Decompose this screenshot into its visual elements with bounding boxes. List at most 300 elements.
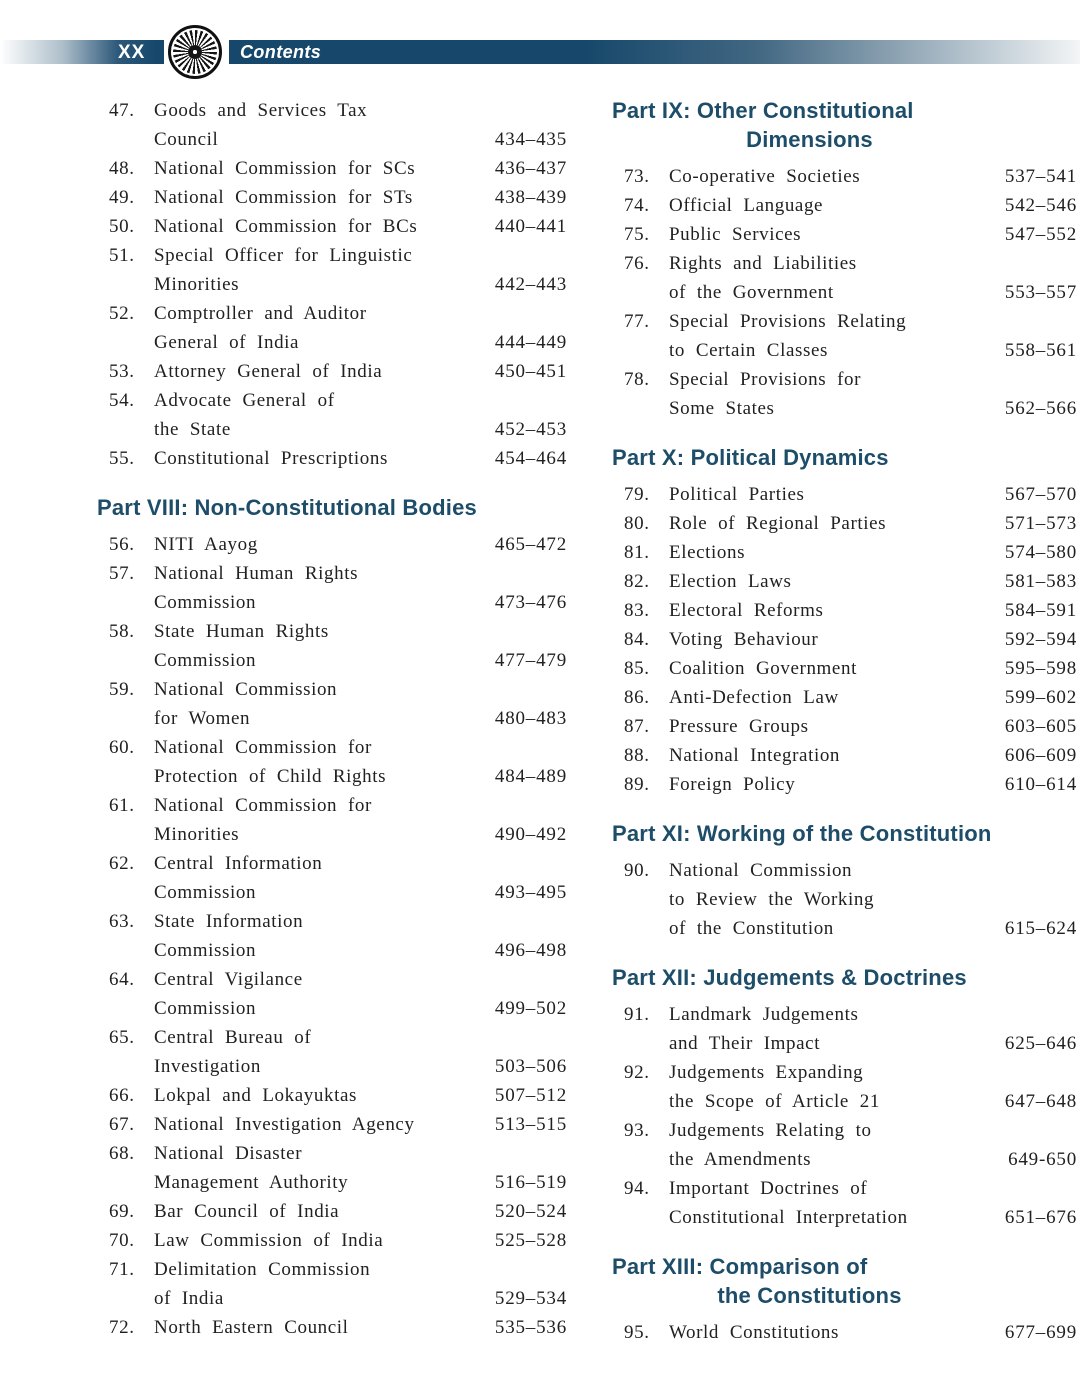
toc-entry-row	[97, 675, 567, 704]
toc-entry-pages	[987, 307, 1077, 336]
toc-entry-number	[97, 994, 154, 1023]
toc-entry-number	[97, 328, 154, 357]
toc-entry-pages	[477, 849, 567, 878]
toc-entry-title-line: Investigation	[154, 1056, 262, 1077]
toc-entry-row	[612, 885, 1077, 914]
toc-entry-pages: 503–506	[494, 1056, 567, 1077]
toc-entry-pages: 558–561	[1004, 340, 1077, 361]
toc-entry-title-line: of the Government	[669, 282, 834, 303]
toc-entry-row	[97, 907, 567, 936]
toc-entry-number	[612, 885, 669, 914]
toc-entry-title-line: Central Information	[154, 853, 323, 874]
toc-entry	[97, 965, 567, 1023]
part-heading	[612, 963, 1077, 992]
toc-entry-title-line: Anti-Defection Law	[669, 687, 839, 708]
toc-entry-number	[612, 1029, 669, 1058]
toc-entry-row	[97, 241, 567, 270]
toc-entry-title-line: Advocate General of	[154, 390, 335, 411]
toc-entry-title-line: National Commission for SCs	[154, 158, 416, 179]
toc-entry-number: 55.	[109, 448, 135, 469]
part-heading-line: Dimensions	[746, 127, 873, 152]
toc-entry-number: 84.	[624, 629, 650, 650]
toc-entry-title-line: Goods and Services Tax	[154, 100, 368, 121]
toc-entry-pages	[477, 791, 567, 820]
toc-entry-row	[97, 1284, 567, 1313]
toc-entry-pages	[987, 1000, 1077, 1029]
toc-entry-row	[97, 96, 567, 125]
toc-entry-number: 65.	[109, 1027, 135, 1048]
toc-entry-pages: 473–476	[494, 592, 567, 613]
toc-entry-number: 62.	[109, 853, 135, 874]
toc-entry-row	[612, 365, 1077, 394]
toc-entry-title-line: Coalition Government	[669, 658, 857, 679]
part-heading-line: Part XI: Working of the Constitution	[612, 821, 992, 846]
toc-entry-title-line: Judgements Expanding	[669, 1062, 864, 1083]
toc-entry-pages: 484–489	[494, 766, 567, 787]
toc-entry-row	[612, 278, 1077, 307]
toc-entry-number	[97, 820, 154, 849]
toc-entry	[97, 1139, 567, 1197]
toc-entry-title-line: Voting Behaviour	[669, 629, 819, 650]
toc-entry-title-line: and Their Impact	[669, 1033, 821, 1054]
toc-entry-number: 75.	[624, 224, 650, 245]
toc-entry-pages: 615–624	[1004, 918, 1077, 939]
toc-entry-title-line: Political Parties	[669, 484, 805, 505]
toc-entry-number: 58.	[109, 621, 135, 642]
toc-entry	[612, 220, 1077, 249]
toc-entry-pages: 606–609	[1004, 745, 1077, 766]
toc-entry-title-line: Minorities	[154, 274, 240, 295]
toc-entry-number	[612, 278, 669, 307]
toc-entry-number: 72.	[109, 1317, 135, 1338]
toc-entry-pages	[477, 965, 567, 994]
toc-entry	[612, 654, 1077, 683]
toc-column-left	[97, 96, 567, 1347]
toc-entry-title-line: Elections	[669, 542, 746, 563]
toc-entry-row	[97, 588, 567, 617]
toc-entry-row	[97, 646, 567, 675]
toc-entry-title-line: Rights and Liabilities	[669, 253, 857, 274]
toc-entry-number: 47.	[109, 100, 135, 121]
toc-entry	[612, 538, 1077, 567]
toc-entry-pages	[477, 733, 567, 762]
toc-entry-number: 82.	[624, 571, 650, 592]
toc-entry-row	[97, 270, 567, 299]
toc-entry-row	[97, 1023, 567, 1052]
toc-entry-row	[612, 1087, 1077, 1116]
toc-entry-row	[97, 328, 567, 357]
toc-column-right	[612, 96, 1077, 1347]
toc-entry-pages	[987, 365, 1077, 394]
toc-entry	[612, 770, 1077, 799]
toc-entry-row	[612, 1116, 1077, 1145]
toc-entry-pages: 651–676	[1004, 1207, 1077, 1228]
toc-entry-title-line: the Amendments	[669, 1149, 812, 1170]
toc-entry	[97, 386, 567, 444]
toc-entry-number: 76.	[624, 253, 650, 274]
toc-entry-number: 48.	[109, 158, 135, 179]
toc-entry-number: 80.	[624, 513, 650, 534]
toc-entry	[97, 183, 567, 212]
toc-entry-number: 92.	[624, 1062, 650, 1083]
toc-entry-row	[612, 914, 1077, 943]
toc-entry-number	[97, 1284, 154, 1313]
toc-entry-pages: 595–598	[1004, 658, 1077, 679]
toc-entry-title-line: Election Laws	[669, 571, 792, 592]
toc-entry-title-line: Commission	[154, 998, 257, 1019]
toc-entry-pages: 520–524	[494, 1201, 567, 1222]
toc-entry-number: 85.	[624, 658, 650, 679]
toc-entry-pages	[477, 1255, 567, 1284]
part-heading	[97, 493, 567, 522]
toc-entry-number	[612, 1203, 669, 1232]
toc-entry-number	[97, 588, 154, 617]
toc-entry-row	[612, 509, 1077, 538]
toc-entry-pages	[477, 675, 567, 704]
part-heading-line: the Constitutions	[717, 1283, 902, 1308]
toc-entry	[97, 1110, 567, 1139]
toc-entry	[97, 154, 567, 183]
toc-entry	[97, 299, 567, 357]
toc-entry-pages	[477, 559, 567, 588]
toc-entry-row	[97, 1226, 567, 1255]
toc-entry-title-line: Commission	[154, 940, 257, 961]
toc-entry-row	[612, 249, 1077, 278]
toc-entry-pages: 599–602	[1004, 687, 1077, 708]
part-heading-line: Part XIII: Comparison of	[612, 1254, 868, 1279]
toc-entry-row	[612, 480, 1077, 509]
toc-entry-title-line: to Certain Classes	[669, 340, 829, 361]
part-heading-line: Part VIII: Non-Constitutional Bodies	[97, 495, 477, 520]
toc-entry-number: 53.	[109, 361, 135, 382]
toc-entry-number: 50.	[109, 216, 135, 237]
toc-entry-title-line: National Commission	[154, 679, 338, 700]
toc-entry-number: 78.	[624, 369, 650, 390]
toc-entry-row	[612, 1058, 1077, 1087]
toc-entry-title-line: the State	[154, 419, 231, 440]
header-title: Contents	[240, 42, 322, 62]
toc-entry-number: 79.	[624, 484, 650, 505]
toc-entry-number: 68.	[109, 1143, 135, 1164]
toc-entry-title-line: Some States	[669, 398, 775, 419]
toc-entry-pages	[477, 617, 567, 646]
toc-entry-title-line: North Eastern Council	[154, 1317, 349, 1338]
toc-entry-number	[97, 415, 154, 444]
toc-entry-number: 87.	[624, 716, 650, 737]
toc-entry-row	[612, 625, 1077, 654]
toc-entry-row	[97, 125, 567, 154]
toc-entry-row	[612, 1145, 1077, 1174]
part-heading	[612, 1252, 1077, 1310]
toc-entry-title-line: Lokpal and Lokayuktas	[154, 1085, 357, 1106]
toc-entry-number: 70.	[109, 1230, 135, 1251]
toc-entry-title-line: Constitutional Prescriptions	[154, 448, 388, 469]
ashoka-chakra-icon	[168, 25, 222, 79]
toc-entry-pages: 542–546	[1004, 195, 1077, 216]
toc-entry-row	[97, 299, 567, 328]
toc-entry-row	[97, 704, 567, 733]
toc-entry-title-line: Protection of Child Rights	[154, 766, 387, 787]
toc-entry-number: 89.	[624, 774, 650, 795]
toc-entry-number	[97, 1052, 154, 1081]
toc-entry	[97, 357, 567, 386]
toc-entry-title-line: National Commission for	[154, 795, 372, 816]
toc-entry-number	[612, 914, 669, 943]
page-number-label: XX	[118, 42, 146, 63]
toc-entry-pages: 537–541	[1004, 166, 1077, 187]
toc-entry	[97, 907, 567, 965]
toc-entry-number: 90.	[624, 860, 650, 881]
toc-entry	[612, 1058, 1077, 1116]
toc-entry-title-line: Landmark Judgements	[669, 1004, 859, 1025]
toc-entry-title-line: Public Services	[669, 224, 802, 245]
toc-entry-number	[612, 336, 669, 365]
toc-entry-number	[97, 1168, 154, 1197]
toc-entry	[612, 856, 1077, 943]
toc-entry-number: 71.	[109, 1259, 135, 1280]
toc-entry-title-line: NITI Aayog	[154, 534, 258, 555]
toc-entry	[612, 1174, 1077, 1232]
toc-entry-number	[97, 704, 154, 733]
toc-entry-title-line: National Commission	[669, 860, 853, 881]
toc-entry-number: 83.	[624, 600, 650, 621]
toc-entry-number: 54.	[109, 390, 135, 411]
toc-entry	[97, 791, 567, 849]
toc-entry	[97, 1197, 567, 1226]
toc-entry-row	[612, 1000, 1077, 1029]
toc-entry-title-line: Special Provisions for	[669, 369, 862, 390]
toc-entry	[97, 96, 567, 154]
toc-entry-title-line: Management Authority	[154, 1172, 349, 1193]
toc-entry-row	[97, 762, 567, 791]
toc-entry-pages: 442–443	[494, 274, 567, 295]
toc-entry-row	[612, 191, 1077, 220]
toc-entry-pages: 434–435	[494, 129, 567, 150]
toc-entry-number: 60.	[109, 737, 135, 758]
toc-entry-title-line: National Integration	[669, 745, 841, 766]
toc-entry-pages	[477, 386, 567, 415]
toc-entry-pages: 516–519	[494, 1172, 567, 1193]
toc-entry-number: 57.	[109, 563, 135, 584]
toc-entry-title-line: Central Vigilance	[154, 969, 303, 990]
toc-entry-number: 67.	[109, 1114, 135, 1135]
toc-entry-row	[612, 770, 1077, 799]
toc-entry	[612, 596, 1077, 625]
toc-entry-number	[97, 270, 154, 299]
toc-entry	[97, 1226, 567, 1255]
toc-entry-title-line: Judgements Relating to	[669, 1120, 872, 1141]
toc-entry-row	[612, 1174, 1077, 1203]
toc-entry-pages: 452–453	[494, 419, 567, 440]
toc-entry	[97, 1023, 567, 1081]
toc-entry-title-line: World Constitutions	[669, 1322, 840, 1343]
toc-entry-pages: 677–699	[1004, 1322, 1077, 1343]
toc-entry-number: 51.	[109, 245, 135, 266]
toc-entry-row	[612, 220, 1077, 249]
part-heading	[612, 443, 1077, 472]
toc-entry-pages: 436–437	[494, 158, 567, 179]
toc-entry-row	[97, 617, 567, 646]
toc-entry-number: 86.	[624, 687, 650, 708]
toc-entry	[612, 191, 1077, 220]
toc-entry	[97, 212, 567, 241]
toc-entry-title-line: National Commission for STs	[154, 187, 413, 208]
toc-entry-number: 77.	[624, 311, 650, 332]
toc-entry	[612, 1116, 1077, 1174]
toc-entry-pages: 535–536	[494, 1317, 567, 1338]
toc-entry-number: 49.	[109, 187, 135, 208]
toc-entry-row	[612, 336, 1077, 365]
toc-entry-pages: 567–570	[1004, 484, 1077, 505]
toc-entry-number: 81.	[624, 542, 650, 563]
toc-entry-pages: 553–557	[1004, 282, 1077, 303]
toc-entry-row	[612, 683, 1077, 712]
toc-entry-title-line: Special Provisions Relating	[669, 311, 907, 332]
toc-entry-pages	[987, 1116, 1077, 1145]
toc-entry-row	[97, 415, 567, 444]
toc-entry-title-line: to Review the Working	[669, 889, 875, 910]
toc-entry	[612, 712, 1077, 741]
toc-entry-pages: 507–512	[494, 1085, 567, 1106]
part-heading-line: Part XII: Judgements & Doctrines	[612, 965, 967, 990]
toc-entry-title-line: Council	[154, 129, 219, 150]
toc-entry-row	[612, 1203, 1077, 1232]
toc-entry-pages: 438–439	[494, 187, 567, 208]
toc-entry	[97, 444, 567, 473]
toc-entry-number: 74.	[624, 195, 650, 216]
toc-entry	[612, 683, 1077, 712]
toc-entry-title-line: for Women	[154, 708, 251, 729]
toc-entry-row	[612, 741, 1077, 770]
toc-entry	[97, 559, 567, 617]
toc-entry	[97, 1313, 567, 1342]
toc-entry-number: 56.	[109, 534, 135, 555]
toc-entry-row	[97, 386, 567, 415]
toc-entry-title-line: National Human Rights	[154, 563, 359, 584]
toc-entry-title-line: Commission	[154, 592, 257, 613]
toc-entry-row	[97, 183, 567, 212]
toc-entry-row	[612, 654, 1077, 683]
toc-entry-pages: 450–451	[494, 361, 567, 382]
toc-entry-pages: 529–534	[494, 1288, 567, 1309]
toc-entry-pages	[477, 299, 567, 328]
toc-entry-row	[97, 878, 567, 907]
toc-entry-title-line: Delimitation Commission	[154, 1259, 371, 1280]
part-heading	[612, 96, 1077, 154]
toc-entry-number: 73.	[624, 166, 650, 187]
toc-entry-pages: 496–498	[494, 940, 567, 961]
toc-entry-row	[97, 936, 567, 965]
toc-entry	[612, 625, 1077, 654]
toc-entry-pages: 513–515	[494, 1114, 567, 1135]
toc-entry-row	[97, 965, 567, 994]
toc-entry-pages: 440–441	[494, 216, 567, 237]
toc-entry-row	[97, 1139, 567, 1168]
toc-entry	[97, 530, 567, 559]
toc-entry-pages	[477, 1023, 567, 1052]
toc-entry-row	[97, 212, 567, 241]
toc-entry-pages: 581–583	[1004, 571, 1077, 592]
part-heading-line: Part IX: Other Constitutional	[612, 98, 914, 123]
toc-entry-pages: 493–495	[494, 882, 567, 903]
toc-entry-number	[97, 125, 154, 154]
toc-entry-pages: 480–483	[494, 708, 567, 729]
toc-entry-pages	[477, 241, 567, 270]
toc-entry-row	[97, 154, 567, 183]
toc-entry-title-line: Attorney General of India	[154, 361, 383, 382]
toc-entry-number: 61.	[109, 795, 135, 816]
toc-entry-pages: 525–528	[494, 1230, 567, 1251]
toc-entry-title-line: Foreign Policy	[669, 774, 796, 795]
toc-entry-title-line: National Commission for	[154, 737, 372, 758]
toc-entry-row	[612, 567, 1077, 596]
toc-entry-pages: 571–573	[1004, 513, 1077, 534]
toc-entry-pages: 454–464	[494, 448, 567, 469]
toc-entry-pages: 562–566	[1004, 398, 1077, 419]
toc-entry-title-line: Commission	[154, 650, 257, 671]
toc-entry	[97, 1081, 567, 1110]
toc-entry-title-line: Official Language	[669, 195, 824, 216]
toc-entry-row	[97, 820, 567, 849]
toc-entry-pages: 592–594	[1004, 629, 1077, 650]
toc-entry-row	[97, 1081, 567, 1110]
toc-entry-row	[97, 444, 567, 473]
toc-entry-row	[612, 1029, 1077, 1058]
toc-entry-pages	[477, 1139, 567, 1168]
toc-entry	[97, 733, 567, 791]
toc-entry-number: 64.	[109, 969, 135, 990]
toc-entry-title-line: Pressure Groups	[669, 716, 809, 737]
toc-entry-title-line: National Investigation Agency	[154, 1114, 415, 1135]
toc-entry-pages: 647–648	[1004, 1091, 1077, 1112]
toc-entry-row	[97, 1168, 567, 1197]
toc-entry-title-line: Commission	[154, 882, 257, 903]
toc-entry-title-line: Comptroller and Auditor	[154, 303, 367, 324]
toc-entry-pages	[987, 885, 1077, 914]
toc-entry-pages: 477–479	[494, 650, 567, 671]
toc-entry	[612, 307, 1077, 365]
toc-entry-title-line: Important Doctrines of	[669, 1178, 868, 1199]
toc-columns	[97, 96, 1077, 1347]
toc-entry-number: 52.	[109, 303, 135, 324]
toc-entry-row	[97, 1255, 567, 1284]
toc-entry-title-line: Law Commission of India	[154, 1230, 384, 1251]
toc-entry-row	[612, 712, 1077, 741]
toc-entry-pages	[987, 856, 1077, 885]
toc-entry-title-line: Bar Council of India	[154, 1201, 340, 1222]
toc-entry	[97, 617, 567, 675]
toc-entry-number	[97, 878, 154, 907]
toc-entry-title-line: National Commission for BCs	[154, 216, 418, 237]
toc-entry-pages	[987, 1058, 1077, 1087]
toc-entry	[612, 480, 1077, 509]
toc-entry-title-line: Constitutional Interpretation	[669, 1207, 908, 1228]
toc-entry-row	[97, 849, 567, 878]
toc-entry-row	[97, 1313, 567, 1342]
toc-entry-pages: 574–580	[1004, 542, 1077, 563]
toc-entry-row	[612, 596, 1077, 625]
toc-entry-pages	[987, 249, 1077, 278]
toc-entry	[612, 1318, 1077, 1347]
toc-entry-title-line: the Scope of Article 21	[669, 1091, 880, 1112]
toc-entry-title-line: State Information	[154, 911, 304, 932]
toc-entry-row	[97, 791, 567, 820]
toc-entry-title-line: Electoral Reforms	[669, 600, 824, 621]
toc-entry-pages: 649-650	[1008, 1149, 1077, 1170]
toc-entry-number: 63.	[109, 911, 135, 932]
toc-entry-title-line: Central Bureau of	[154, 1027, 312, 1048]
toc-entry-row	[97, 530, 567, 559]
